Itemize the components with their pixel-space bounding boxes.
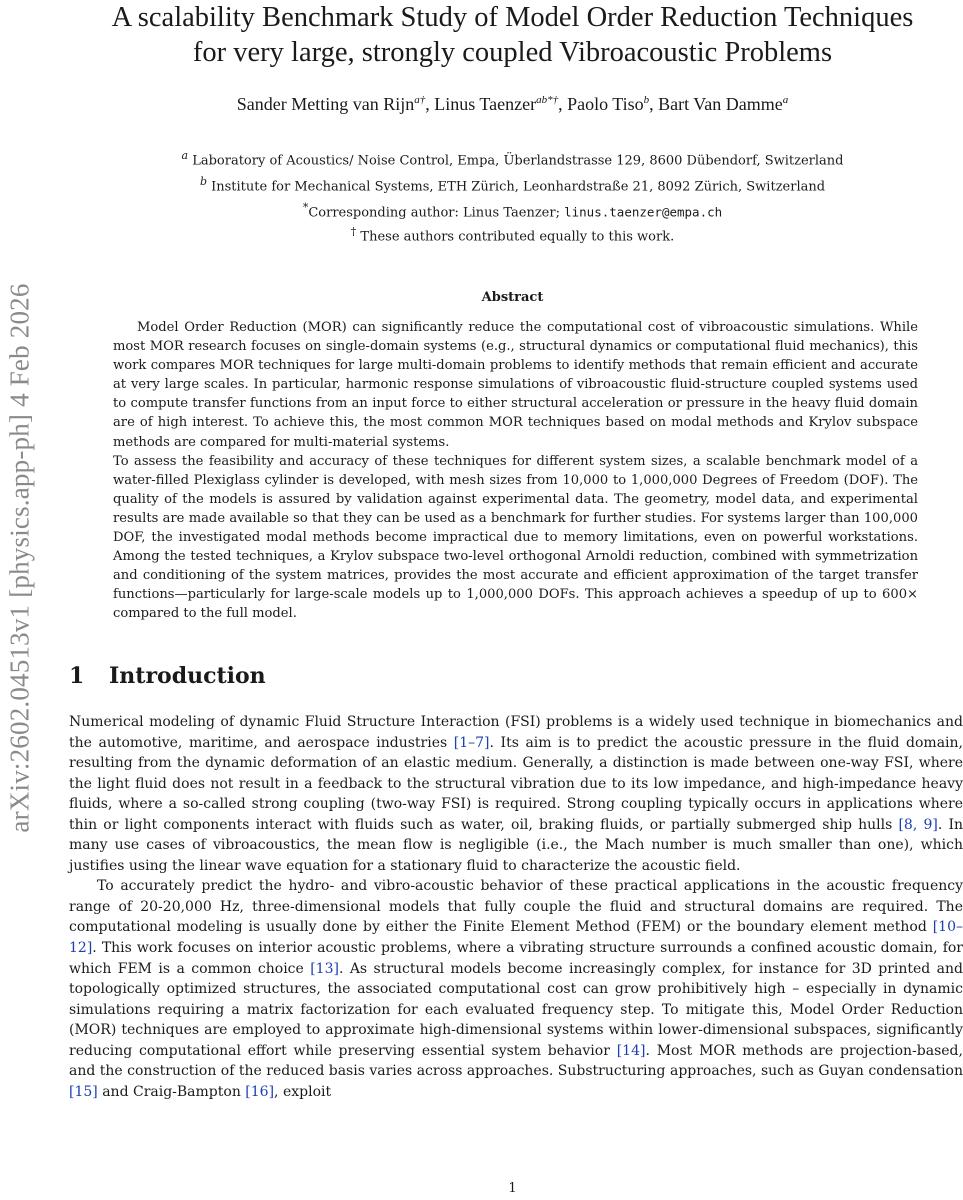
corresponding-email[interactable]: linus.taenzer@empa.ch [564, 204, 723, 220]
citation-link[interactable]: [13] [310, 960, 339, 977]
corresponding-author: *Corresponding author: Linus Taenzer; linus.taenzer@empa.ch [302, 201, 723, 221]
citation-link[interactable]: [16] [245, 1083, 275, 1100]
section-number: 1 [69, 663, 85, 689]
affiliation-b: $^b$ Institute for Mechanical Systems, ETH Zürich, Leonhardstraße 21, 8092 Zürich, Switzerland [199, 175, 826, 195]
intro-paragraph-1: Numerical modeling of dynamic Fluid Structure Interaction (FSI) problems is a widely used technique in biomechanics and the automotive, maritime, and aerospace industries [1–7]. Its aim is to predict the acoustic pressure in the fluid domain, resulting from the dynamic deformation of an elastic medium. Generally, a distinction is made between one-way FSI, where the light fluid does not result in a feedback to the structural vibration due to its low impedance, and high-impedance heavy fluids, where a so-called strong coupling (two-way FSI) is required. Strong coupling typically occurs in applications where thin or light components interact with fluids such as water, oil, braking fluids, or partially submerged ship hulls [8, 9]. In many use cases of vibroacoustics, the mean flow is negligible (i.e., the Mach number is much smaller than one), which justifies using the linear wave equation for a stationary fluid to characterize the acoustic field. [69, 714, 963, 874]
arxiv-identifier: arXiv:2602.04513v1 [physics.app-ph] 4 Feb 2026 [4, 283, 35, 833]
author: Bart Van Damme$^a$ [658, 94, 789, 114]
abstract-heading: Abstract [481, 290, 544, 305]
author: Paolo Tiso$^b$, [567, 94, 659, 114]
citation-link[interactable]: [10–12] [69, 919, 963, 957]
introduction-body [69, 712, 963, 1102]
citation-link[interactable]: [14] [616, 1042, 646, 1059]
author: Sander Metting van Rijn$^{a\dagger}$, [236, 94, 435, 114]
intro-paragraph-2: To accurately predict the hydro- and vibro-acoustic behavior of these practical applications in the acoustic frequency range of 20-20,000 Hz, three-dimensional models that fully couple the fluid and structural domains are required. The computational modeling is usually done by either the Finite Element Method (FEM) or the boundary element method [10–12]. This work focuses on interior acoustic problems, where a vibrating structure surrounds a confined acoustic domain, for which FEM is a common choice [13]. As structural models become increasingly complex, for instance for 3D printed and topologically optimized structures, the associated computational cost can grow prohibitively high – especially in dynamic simulations requiring a matrix factorization for each evaluated frequency step. To mitigate this, Model Order Reduction (MOR) techniques are employed to approximate high-dimensional systems within lower-dimensional subspaces, significantly reducing computational effort while preserving essential system behavior [14]. Most MOR methods are projection-based, and the construction of the reduced basis varies across approaches. Substructuring approaches, such as Guyan condensation [15] and Craig-Bampton [16], exploit [69, 878, 963, 1100]
title-line-2: for very large, strongly coupled Vibroacoustic Problems [192, 37, 833, 68]
paper-title [60, 0, 963, 70]
author: Linus Taenzer$^{ab*\dagger}$, [434, 94, 568, 114]
section-title: Introduction [109, 663, 266, 689]
section-heading-introduction [69, 663, 266, 689]
citation-link[interactable]: [1–7] [453, 734, 490, 751]
abstract-paragraph-2: To assess the feasibility and accuracy of these techniques for different system sizes, a scalable benchmark model of a water-filled Plexiglass cylinder is developed, with mesh sizes from 10,000 to 1,000,000 Degrees of Freedom (DOF). The quality of the models is assured by validation against experimental data. The geometry, model data, and experimental results are made available so that they can be used as a benchmark for further studies. For systems larger than 100,000 DOF, the investigated modal methods become impractical due to memory limitations, even on powerful workstations. Among the tested techniques, a Krylov subspace two-level orthogonal Arnoldi reduction, combined with symmetrization and conditioning of the system matrices, provides the most accurate and efficient approximation of the target transfer functions—particularly for large-scale models up to 1,000,000 DOFs. This approach achieves a speedup of up to 600× compared to the full model. [113, 453, 918, 622]
citation-link[interactable]: [15] [69, 1083, 98, 1100]
affiliation-a: $^a$ Laboratory of Acoustics/ Noise Control, Empa, Überlandstrasse 129, 8600 Dübendorf, Switzerland [181, 149, 844, 169]
title-line-1: A scalability Benchmark Study of Model Order Reduction Techniques [111, 2, 914, 33]
abstract-body [113, 318, 918, 624]
citation-link[interactable]: [8, 9] [898, 816, 938, 833]
arxiv-side-label [0, 168, 40, 948]
author-list [60, 94, 963, 115]
abstract-paragraph-1: Model Order Reduction (MOR) can significantly reduce the computational cost of vibroacoustic simulations. While most MOR research focuses on single-domain systems (e.g., structural dynamics or computational fluid mechanics), this work compares MOR techniques for large multi-domain problems to identify methods that remain efficient and accurate at very large scales. In particular, harmonic response simulations of vibroacoustic fluid-structure coupled systems used to compute transfer functions from an input force to either structural acceleration or pressure in the heavy fluid domain are of high interest. To achieve this, the most common MOR techniques based on modal methods and Krylov subspace methods are compared for multi-material systems. [113, 320, 918, 450]
equal-contribution-note: † These authors contributed equally to this work. [350, 225, 675, 245]
page-number: 1 [508, 1181, 517, 1196]
